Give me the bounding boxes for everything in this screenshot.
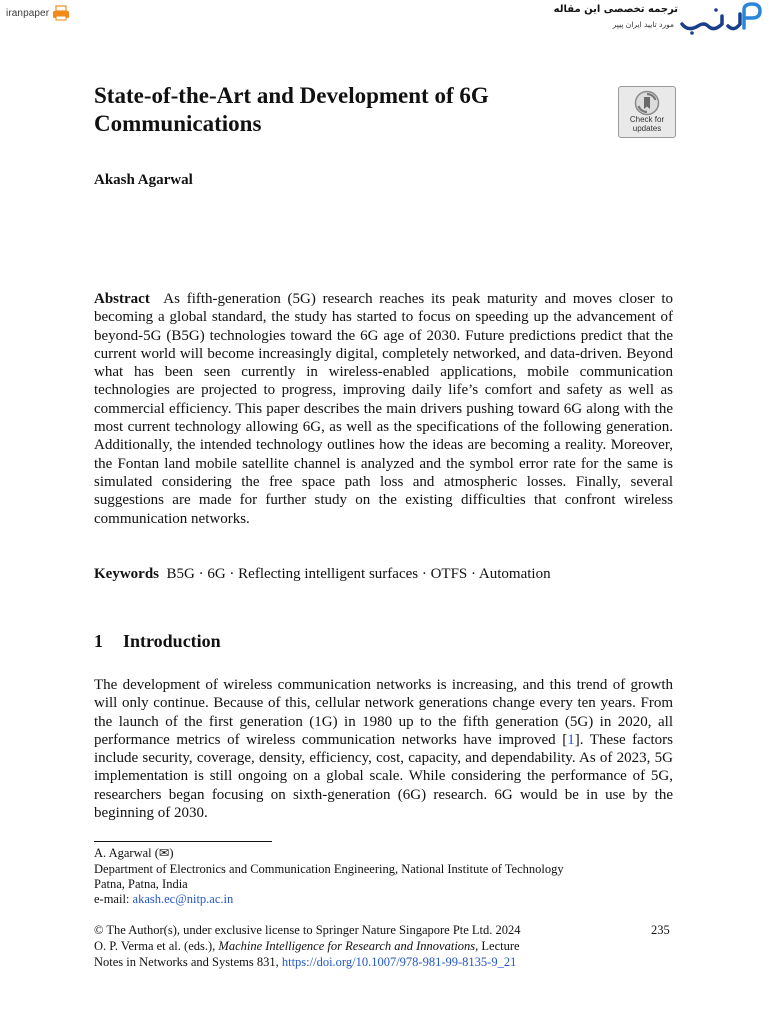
- keywords-label: Keywords: [94, 566, 159, 582]
- section-number: 1: [94, 631, 103, 651]
- series-line: [94, 955, 673, 970]
- printer-icon: [52, 5, 72, 21]
- book-citation-tail: , Lecture: [475, 939, 520, 953]
- footnote-email-line: [94, 892, 673, 907]
- check-for-updates-badge[interactable]: [618, 86, 676, 138]
- abstract-paragraph: [94, 290, 673, 528]
- paper-title: State-of-the-Art and Development of 6G Communications: [94, 83, 489, 136]
- keywords-line: [94, 566, 551, 583]
- check-for-updates-label: Check for updates: [629, 115, 665, 133]
- editors: O. P. Verma et al. (eds.),: [94, 939, 219, 953]
- footnote-affiliation-1: Department of Electronics and Communication Engineering, National Institute of Technology: [94, 862, 564, 876]
- email-label: e-mail:: [94, 892, 133, 906]
- copyright-line: © The Author(s), under exclusive license to Springer Nature Singapore Pte Ltd. 2024: [94, 923, 521, 937]
- footnote-author: A. Agarwal (✉): [94, 846, 174, 860]
- series-text: Notes in Networks and Systems 831,: [94, 955, 282, 969]
- citation-link[interactable]: 1: [567, 731, 575, 748]
- footnote-affiliation-2: Patna, Patna, India: [94, 877, 188, 891]
- iranpaper-logo: [6, 5, 72, 21]
- intro-text-part2: ]. These factors include security, coverage, density, efficiency, cost, capacity, and dependability. As of 2023, 5G implementation is still ongoing on a global scale. While considering the performance of 5G, researchers began focusing on sixth-generation (6G) research. 6G would be in use by the beginning of 2030.: [94, 731, 673, 822]
- banner-caption: ترجمه تخصصی این مقاله: [553, 4, 678, 15]
- intro-text-part1: The development of wireless communication networks is increasing, and this trend of growth will only continue. Because of this, cellular network generations change every ten years. From the launch of the first generation (1G) in 1980 up to the fifth generation (5G) in 2020, all performance metrics of wireless communication networks have improved [: [94, 677, 673, 748]
- tarjomano-logo-icon: [678, 2, 764, 36]
- bookmark-refresh-icon: [633, 90, 661, 116]
- section-heading: [94, 631, 221, 652]
- book-citation-line: [94, 939, 673, 954]
- book-title: Machine Intelligence for Research and Innovations: [218, 939, 476, 953]
- tarjomano-banner: [553, 2, 766, 36]
- page-number: 235: [651, 923, 670, 937]
- iranpaper-logo-text: iranpaper: [6, 7, 50, 19]
- keywords-text: B5G · 6G · Reflecting intelligent surfaces · OTFS · Automation: [166, 566, 551, 582]
- abstract-label: Abstract: [94, 291, 150, 307]
- abstract-text: As fifth-generation (5G) research reaches its peak maturity and moves closer to becoming a global standard, the study has started to focus on speeding up the advancement of beyond-5G (B5G) technologies toward the 6G age of 2030. Future predictions predict that the current world will become increasingly digital, completely networked, and data-driven. Beyond what has been seen currently in wireless-enabled applications, mobile communication technologies are projected to progress, improving daily life’s comfort and safety as well as commercial efficiency. This paper describes the main drivers pushing toward 6G along with the most current technology allowing 6G, as well as the specifications of the following generation. Additionally, the intended technology outlines how the ideas are becoming a reality. Moreover, the Fontan land mobile satellite channel is analyzed and the symbol error rate for the same is simulated considering the free space path loss and atmospheric losses. Finally, several suggestions are made for further study on the existing difficulties that confront wireless communication networks.: [94, 291, 674, 527]
- doi-link[interactable]: https://doi.org/10.1007/978-981-99-8135-9_21: [281, 955, 517, 969]
- banner-subcaption: مورد تایید ایران پیپر: [612, 20, 674, 29]
- section-title: Introduction: [123, 631, 221, 651]
- intro-paragraph: [94, 676, 673, 822]
- author-name: Akash Agarwal: [94, 172, 193, 188]
- email-link[interactable]: akash.ec@nitp.ac.in: [132, 892, 234, 906]
- footnote-divider: [94, 841, 272, 842]
